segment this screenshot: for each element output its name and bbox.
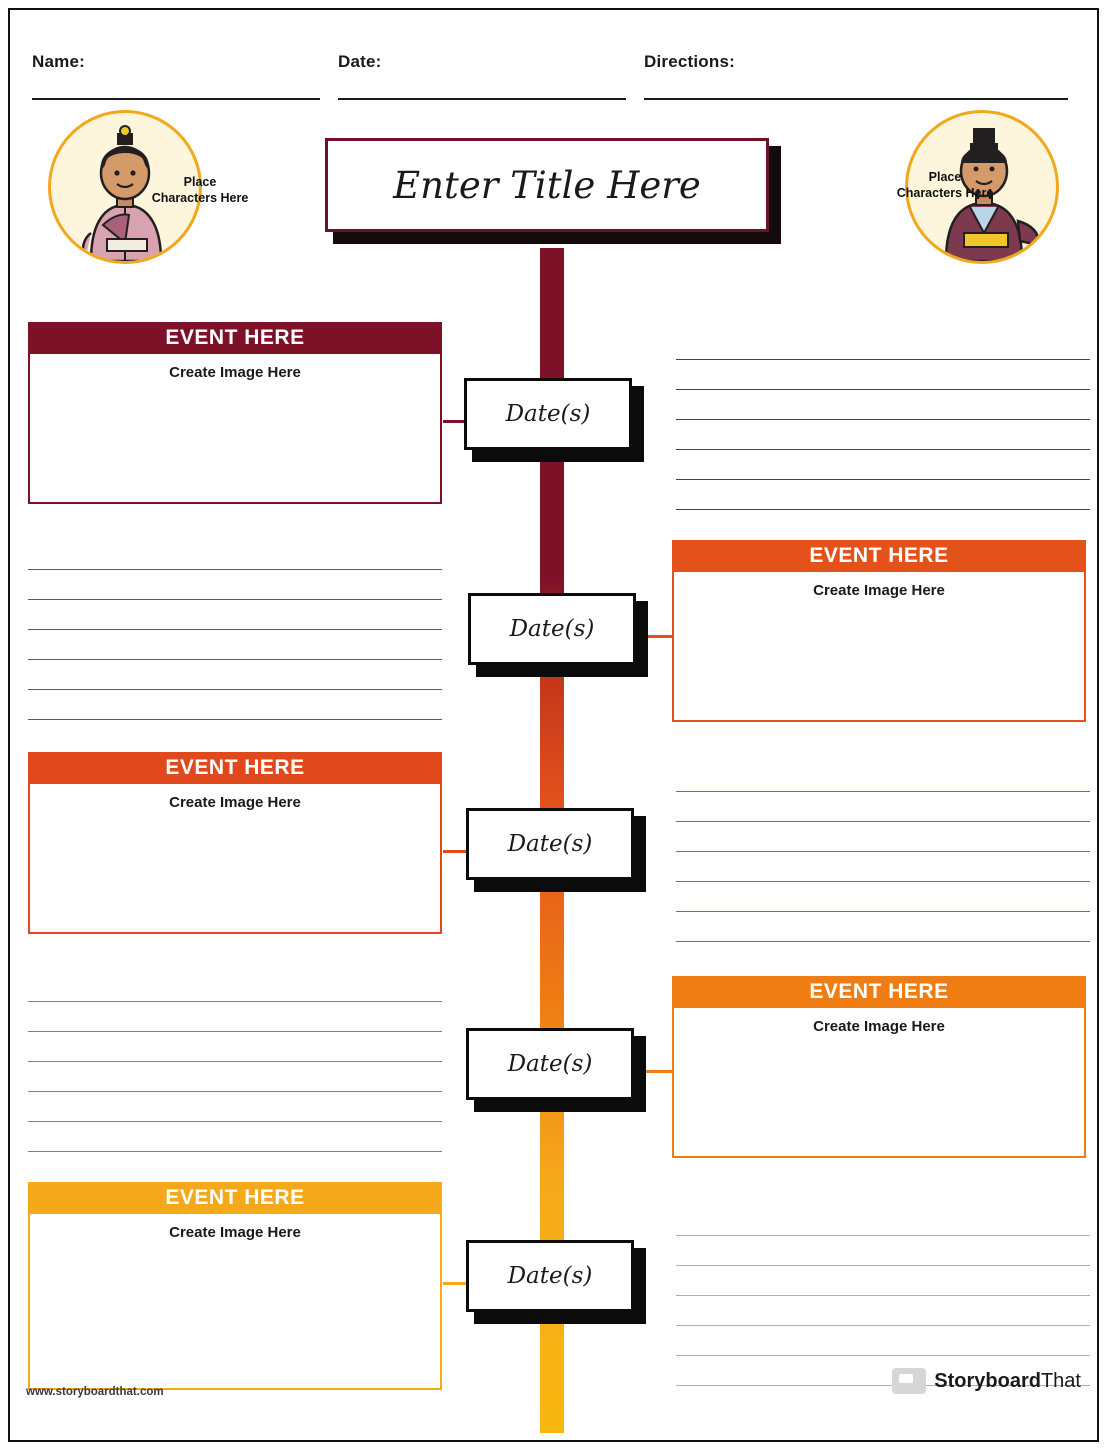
event-card-1[interactable] [28,322,442,504]
event-card-3-image-label: Create Image Here [169,794,301,811]
logo-text [934,1370,1081,1393]
date-box-4-text: Date(s) [507,1051,593,1077]
event-card-2-header: EVENT HERE [672,540,1086,572]
directions-label: Directions: [644,52,735,71]
date-box-5-field[interactable] [466,1240,634,1312]
connector-3 [443,850,468,853]
event-card-4-image-area[interactable] [672,1008,1086,1158]
notes-lines-5[interactable] [676,1206,1090,1386]
date-box-3-text: Date(s) [507,831,593,857]
date-box-1[interactable] [464,378,644,462]
logo-brand-bold: Storyboard [934,1369,1041,1392]
event-card-4[interactable] [672,976,1086,1158]
event-card-2-image-area[interactable] [672,572,1086,722]
event-card-3-image-area[interactable] [28,784,442,934]
name-label: Name: [32,52,85,71]
directions-rule [644,98,1068,100]
date-box-4[interactable] [466,1028,646,1112]
date-label: Date: [338,52,382,71]
date-field[interactable] [338,52,626,100]
event-card-5-image-area[interactable] [28,1214,442,1390]
event-card-5-header: EVENT HERE [28,1182,442,1214]
date-box-2-text: Date(s) [509,616,595,642]
date-box-5[interactable] [466,1240,646,1324]
notes-lines-4[interactable] [28,972,442,1152]
date-box-5-text: Date(s) [507,1263,593,1289]
notes-lines-2[interactable] [28,540,442,720]
event-card-5-image-label: Create Image Here [169,1224,301,1241]
date-box-1-text: Date(s) [505,401,591,427]
date-rule [338,98,626,100]
event-card-2-image-label: Create Image Here [813,582,945,599]
title-box[interactable] [325,138,769,232]
event-card-3-header: EVENT HERE [28,752,442,784]
event-card-1-header: EVENT HERE [28,322,442,354]
notes-lines-1[interactable] [676,330,1090,510]
date-box-2[interactable] [468,593,648,677]
speech-bubble-icon [892,1368,926,1394]
event-card-5[interactable] [28,1182,442,1390]
storyboardthat-logo[interactable] [892,1368,1081,1394]
date-box-3-field[interactable] [466,808,634,880]
title-block[interactable] [325,138,781,244]
name-rule [32,98,320,100]
connector-5 [443,1282,468,1285]
directions-field[interactable] [644,52,1068,100]
date-box-4-field[interactable] [466,1028,634,1100]
event-card-1-image-label: Create Image Here [169,364,301,381]
character-label-left: Place Characters Here [151,175,249,205]
event-card-4-image-label: Create Image Here [813,1018,945,1035]
event-card-4-header: EVENT HERE [672,976,1086,1008]
logo-brand-thin: That [1040,1369,1081,1392]
character-label-right: Place Characters Here [896,170,994,200]
event-card-3[interactable] [28,752,442,934]
date-box-2-field[interactable] [468,593,636,665]
notes-lines-3[interactable] [676,762,1090,942]
date-box-1-field[interactable] [464,378,632,450]
date-box-3[interactable] [466,808,646,892]
footer-url[interactable]: www.storyboardthat.com [26,1386,164,1398]
event-card-2[interactable] [672,540,1086,722]
name-field[interactable] [32,52,320,100]
event-card-1-image-area[interactable] [28,354,442,504]
title-text: Enter Title Here [393,163,701,207]
